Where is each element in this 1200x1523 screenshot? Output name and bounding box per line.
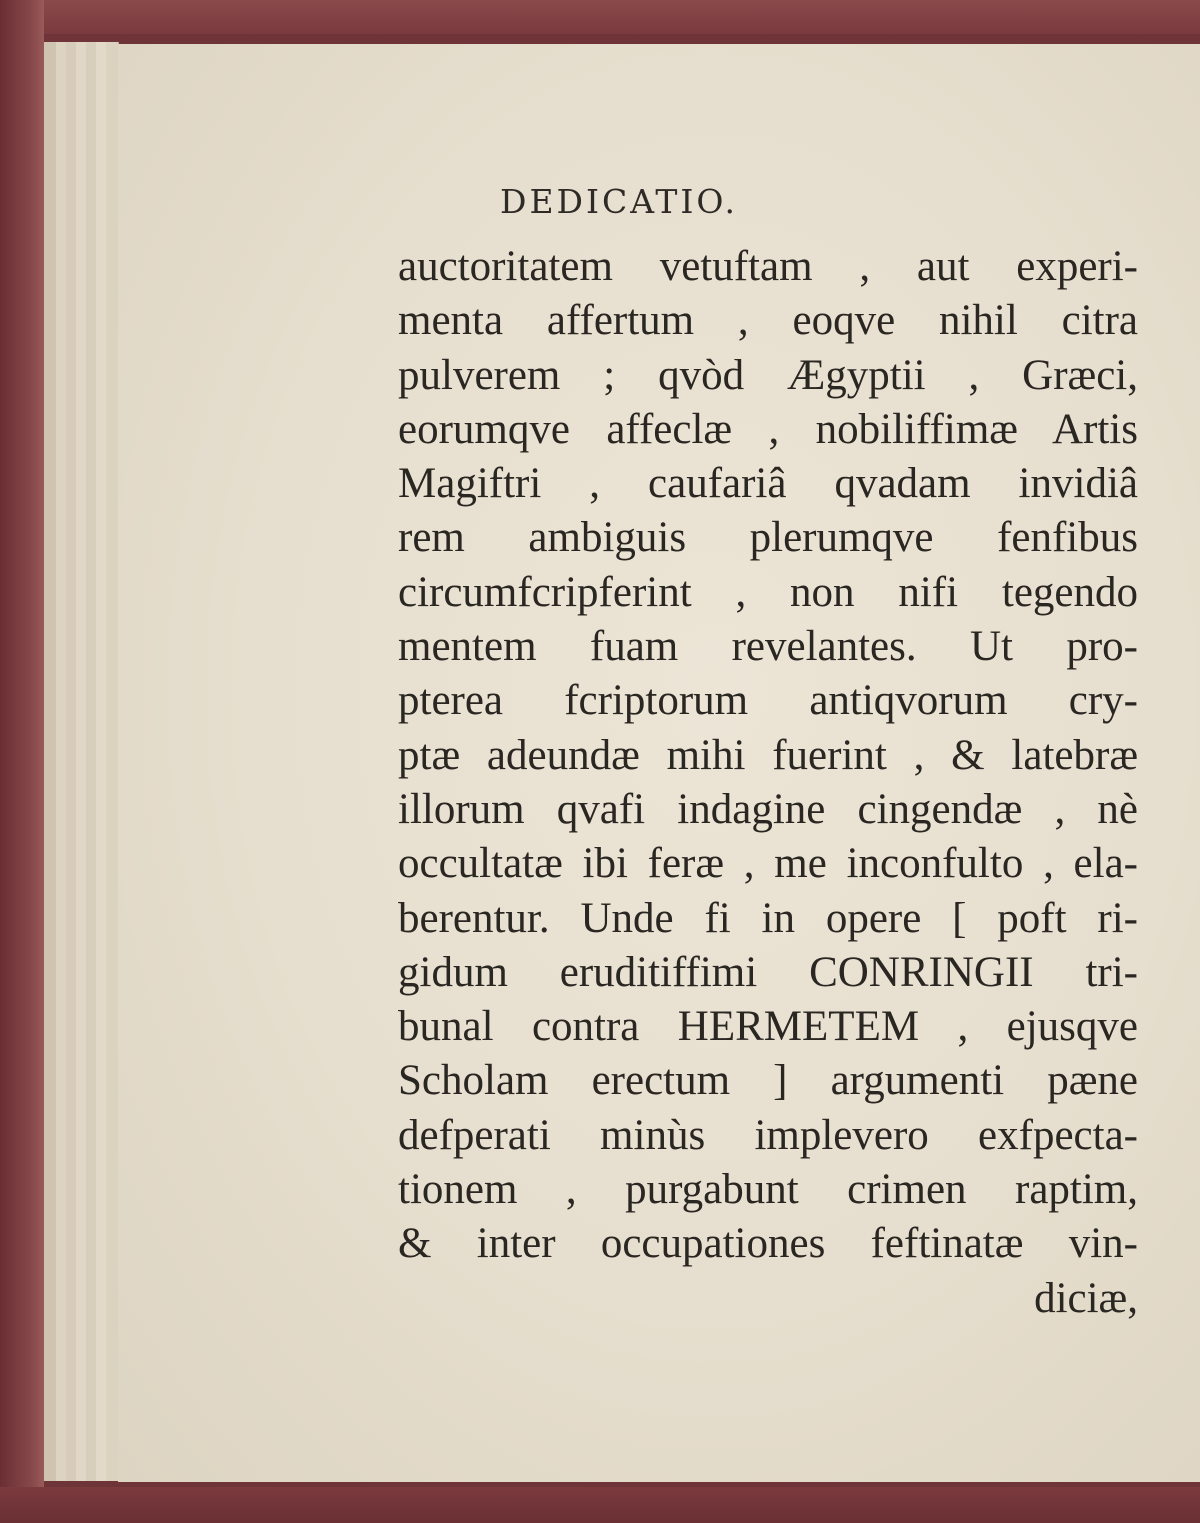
text-line: defperati minùs implevero exfpecta- — [398, 1111, 1138, 1159]
text-line: pterea fcriptorum antiqvorum cry- — [398, 677, 1138, 725]
text-line: Magiftri , caufariâ qvadam invidiâ — [398, 460, 1138, 508]
text-line: tionem , purgabunt crimen raptim, — [398, 1166, 1138, 1214]
catchword-line: diciæ, — [1034, 1274, 1138, 1322]
cover-board-bottom — [0, 1487, 1200, 1523]
text-line: eorumqve affeclæ , nobiliffimæ Artis — [398, 405, 1138, 453]
cover-board-top — [0, 0, 1200, 34]
text-line: Scholam erectum ] argumenti pæne — [398, 1057, 1138, 1105]
running-head: DEDICATIO. — [500, 182, 738, 221]
text-line: pulverem ; qvòd Ægyptii , Græci, — [398, 351, 1138, 399]
cover-board-left — [0, 0, 44, 1523]
body-text — [398, 240, 1138, 1326]
text-line: gidum eruditiffimi CONRINGII tri- — [398, 948, 1138, 996]
text-line: rem ambiguis plerumqve fenfibus — [398, 514, 1138, 562]
text-line: berentur. Unde fi in opere [ poft ri- — [398, 894, 1138, 942]
text-line: ptæ adeundæ mihi fuerint , & latebræ — [398, 731, 1138, 779]
text-line: menta affertum , eoqve nihil citra — [398, 297, 1138, 345]
text-line: bunal contra HERMETEM , ejusqve — [398, 1003, 1138, 1051]
text-line: illorum qvafi indagine cingendæ , nè — [398, 785, 1138, 833]
text-line: mentem fuam revelantes. Ut pro- — [398, 623, 1138, 671]
text-line: & inter occupationes feftinatæ vin- — [398, 1220, 1138, 1268]
text-line: occultatæ ibi feræ , me inconfulto , ela- — [398, 840, 1138, 888]
text-line: circumfcripferint , non nifi tegendo — [398, 568, 1138, 616]
text-line: auctoritatem vetuftam , aut experi- — [398, 243, 1138, 290]
